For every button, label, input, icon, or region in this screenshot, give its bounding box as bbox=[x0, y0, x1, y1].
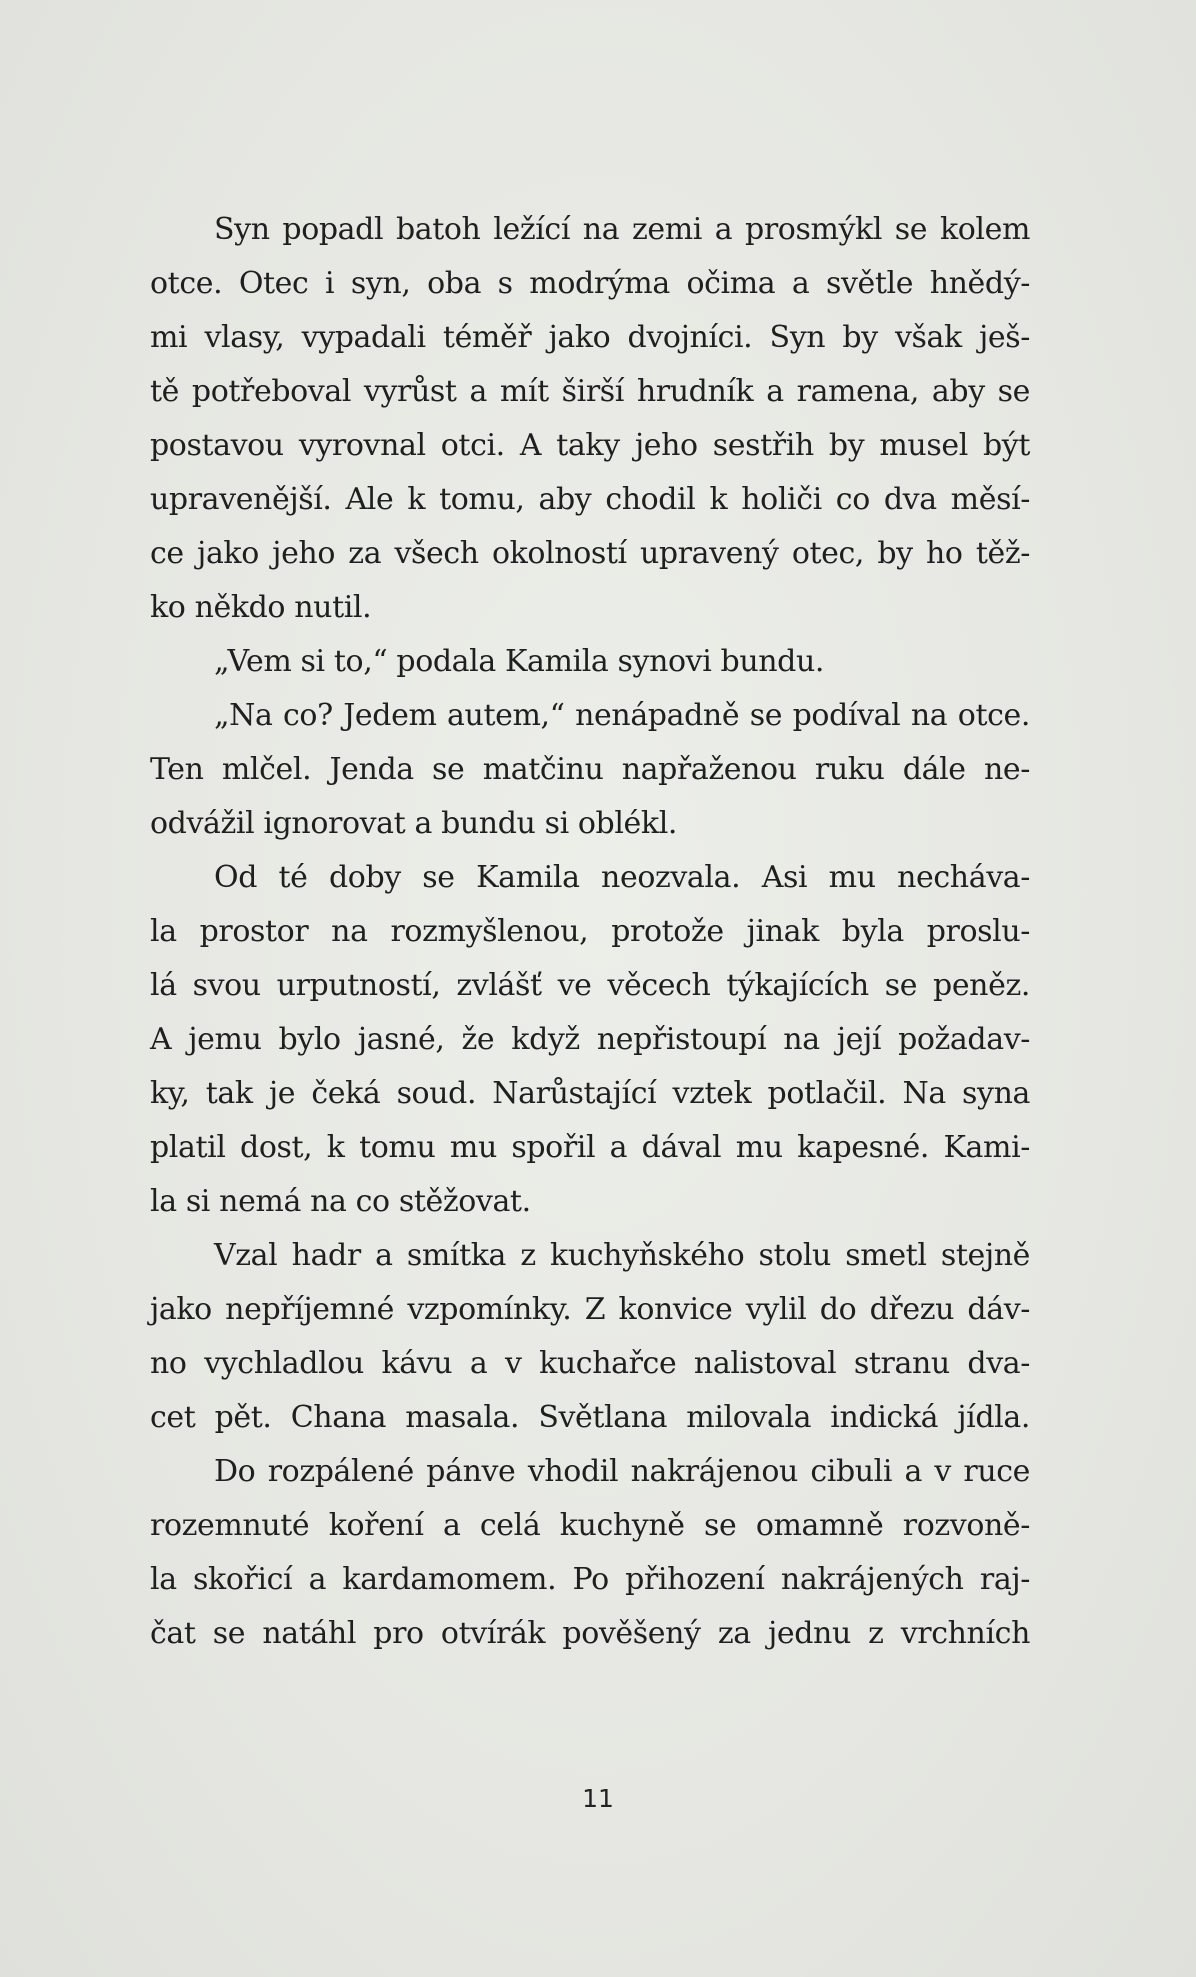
text-line: „Na co? Jedem autem,“ nenápadně se podíval na otce. bbox=[214, 698, 1030, 733]
text-line: A jemu bylo jasné, že když nepřistoupí na její požadav- bbox=[150, 1022, 1030, 1057]
text-line: la si nemá na co stěžovat. bbox=[150, 1184, 531, 1219]
text-line: lá svou urputností, zvlášť ve věcech týkajících se peněz. bbox=[150, 968, 1030, 1003]
text-line: Syn popadl batoh ležící na zemi a prosmýkl se kolem bbox=[214, 212, 1030, 247]
text-line: rozemnuté koření a celá kuchyně se omamně rozvoně- bbox=[150, 1508, 1030, 1543]
text-line: postavou vyrovnal otci. A taky jeho sestřih by musel být bbox=[150, 428, 1030, 463]
text-line: Vzal hadr a smítka z kuchyňského stolu smetl stejně bbox=[214, 1238, 1030, 1273]
text-line: Od té doby se Kamila neozvala. Asi mu necháva- bbox=[214, 860, 1030, 895]
text-line: „Vem si to,“ podala Kamila synovi bundu. bbox=[214, 644, 825, 679]
text-line: mi vlasy, vypadali téměř jako dvojníci. Syn by však ješ- bbox=[150, 320, 1030, 355]
text-line: la prostor na rozmyšlenou, protože jinak byla proslu- bbox=[150, 914, 1030, 949]
text-line: Ten mlčel. Jenda se matčinu napřaženou ruku dále ne- bbox=[150, 752, 1030, 787]
text-line: upravenější. Ale k tomu, aby chodil k holiči co dva měsí- bbox=[150, 482, 1030, 517]
text-line: otce. Otec i syn, oba s modrýma očima a světle hnědý- bbox=[150, 266, 1030, 301]
text-line: cet pět. Chana masala. Světlana milovala indická jídla. bbox=[150, 1400, 1030, 1435]
text-line: Do rozpálené pánve vhodil nakrájenou cibuli a v ruce bbox=[214, 1454, 1030, 1489]
text-line: tě potřeboval vyrůst a mít širší hrudník a ramena, aby se bbox=[150, 374, 1030, 409]
text-line: ce jako jeho za všech okolností upravený otec, by ho těž- bbox=[150, 536, 1030, 571]
text-line: platil dost, k tomu mu spořil a dával mu kapesné. Kami- bbox=[150, 1130, 1030, 1165]
text-line: odvážil ignorovat a bundu si oblékl. bbox=[150, 806, 678, 841]
text-line: ko někdo nutil. bbox=[150, 590, 372, 625]
text-line: ky, tak je čeká soud. Narůstající vztek potlačil. Na syna bbox=[150, 1076, 1030, 1111]
text-line: čat se natáhl pro otvírák pověšený za jednu z vrchních bbox=[150, 1616, 1030, 1651]
text-line: la skořicí a kardamomem. Po přihození nakrájených raj- bbox=[150, 1562, 1030, 1597]
page-number: 11 bbox=[582, 1784, 614, 1813]
text-line: no vychladlou kávu a v kuchařce nalistoval stranu dva- bbox=[150, 1346, 1030, 1381]
text-line: jako nepříjemné vzpomínky. Z konvice vylil do dřezu dáv- bbox=[150, 1292, 1030, 1327]
